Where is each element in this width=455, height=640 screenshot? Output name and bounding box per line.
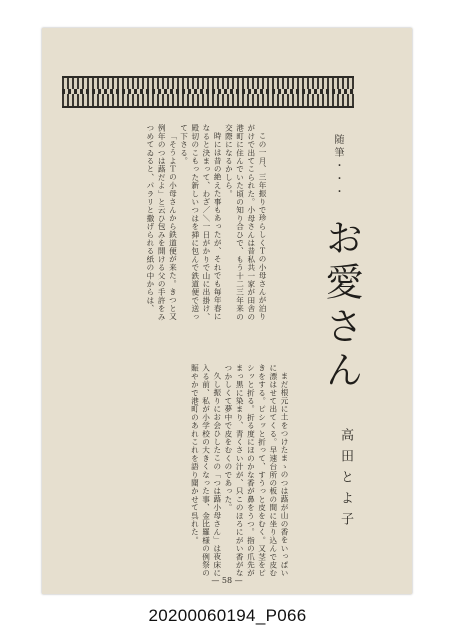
paragraph: 時には昔の絶えた事もあったが、それでも毎年春になると決まって、わざ／＼一日がかりで山に出掛け、殿切のこもった新しいつはを挿に包んで鉄道便で送って下さる。 bbox=[179, 124, 223, 321]
paragraph: まだ根元に土をつけたまゝのつは蕗が山の香をいっぱいに漂はせて出てくる。早速台所の板の間に坐り込んで皮むきをする。ピシッと折って、すうっと皮をむく。又茎をピシッと折る。折る度にほのかな香が鼻をうつ。指の爪先がまっ黒に染まり、青くさい汁が、只このほろにがい香がなつかしくて夢中で皮をむくのであった。 bbox=[223, 364, 289, 578]
upper-body-text bbox=[68, 124, 268, 326]
catalog-id: 20200060194_P066 bbox=[148, 606, 307, 625]
article-title: お愛さん bbox=[319, 218, 363, 394]
paragraph: この一月、三年振りで珍らしくＴの小母さんが泊りがけで出てこられた。小母さんは昔私共一家が田舎の港町に住んでいた頃の知り合ひで、もう十二三年来の交際になるかしら。 bbox=[224, 124, 267, 321]
page-number: — 58 — bbox=[211, 576, 243, 585]
essay-label: 随筆・・・ bbox=[332, 134, 343, 199]
paragraph: 「そうよＴの小母さんから鉄道便が来た。きつと又例年のつは蕗だよ」と云ひ包みを開ける父の手許をみつめてゐると、パラリと撒げられる紙の中からは、 bbox=[145, 124, 178, 321]
paragraph: 久し振りにお会ひしたこの「つは蕗小母さん」は夜床に入る前、私が小学校の大きくなった事、金比羅様の例祭の賑やかで港町のあれこれを語り聞かせて呉れた。 bbox=[190, 364, 222, 578]
decorative-banner bbox=[62, 76, 354, 108]
book-page bbox=[42, 28, 412, 594]
author-name: 高田とよ子 bbox=[338, 428, 353, 533]
lower-body-text bbox=[54, 364, 290, 584]
